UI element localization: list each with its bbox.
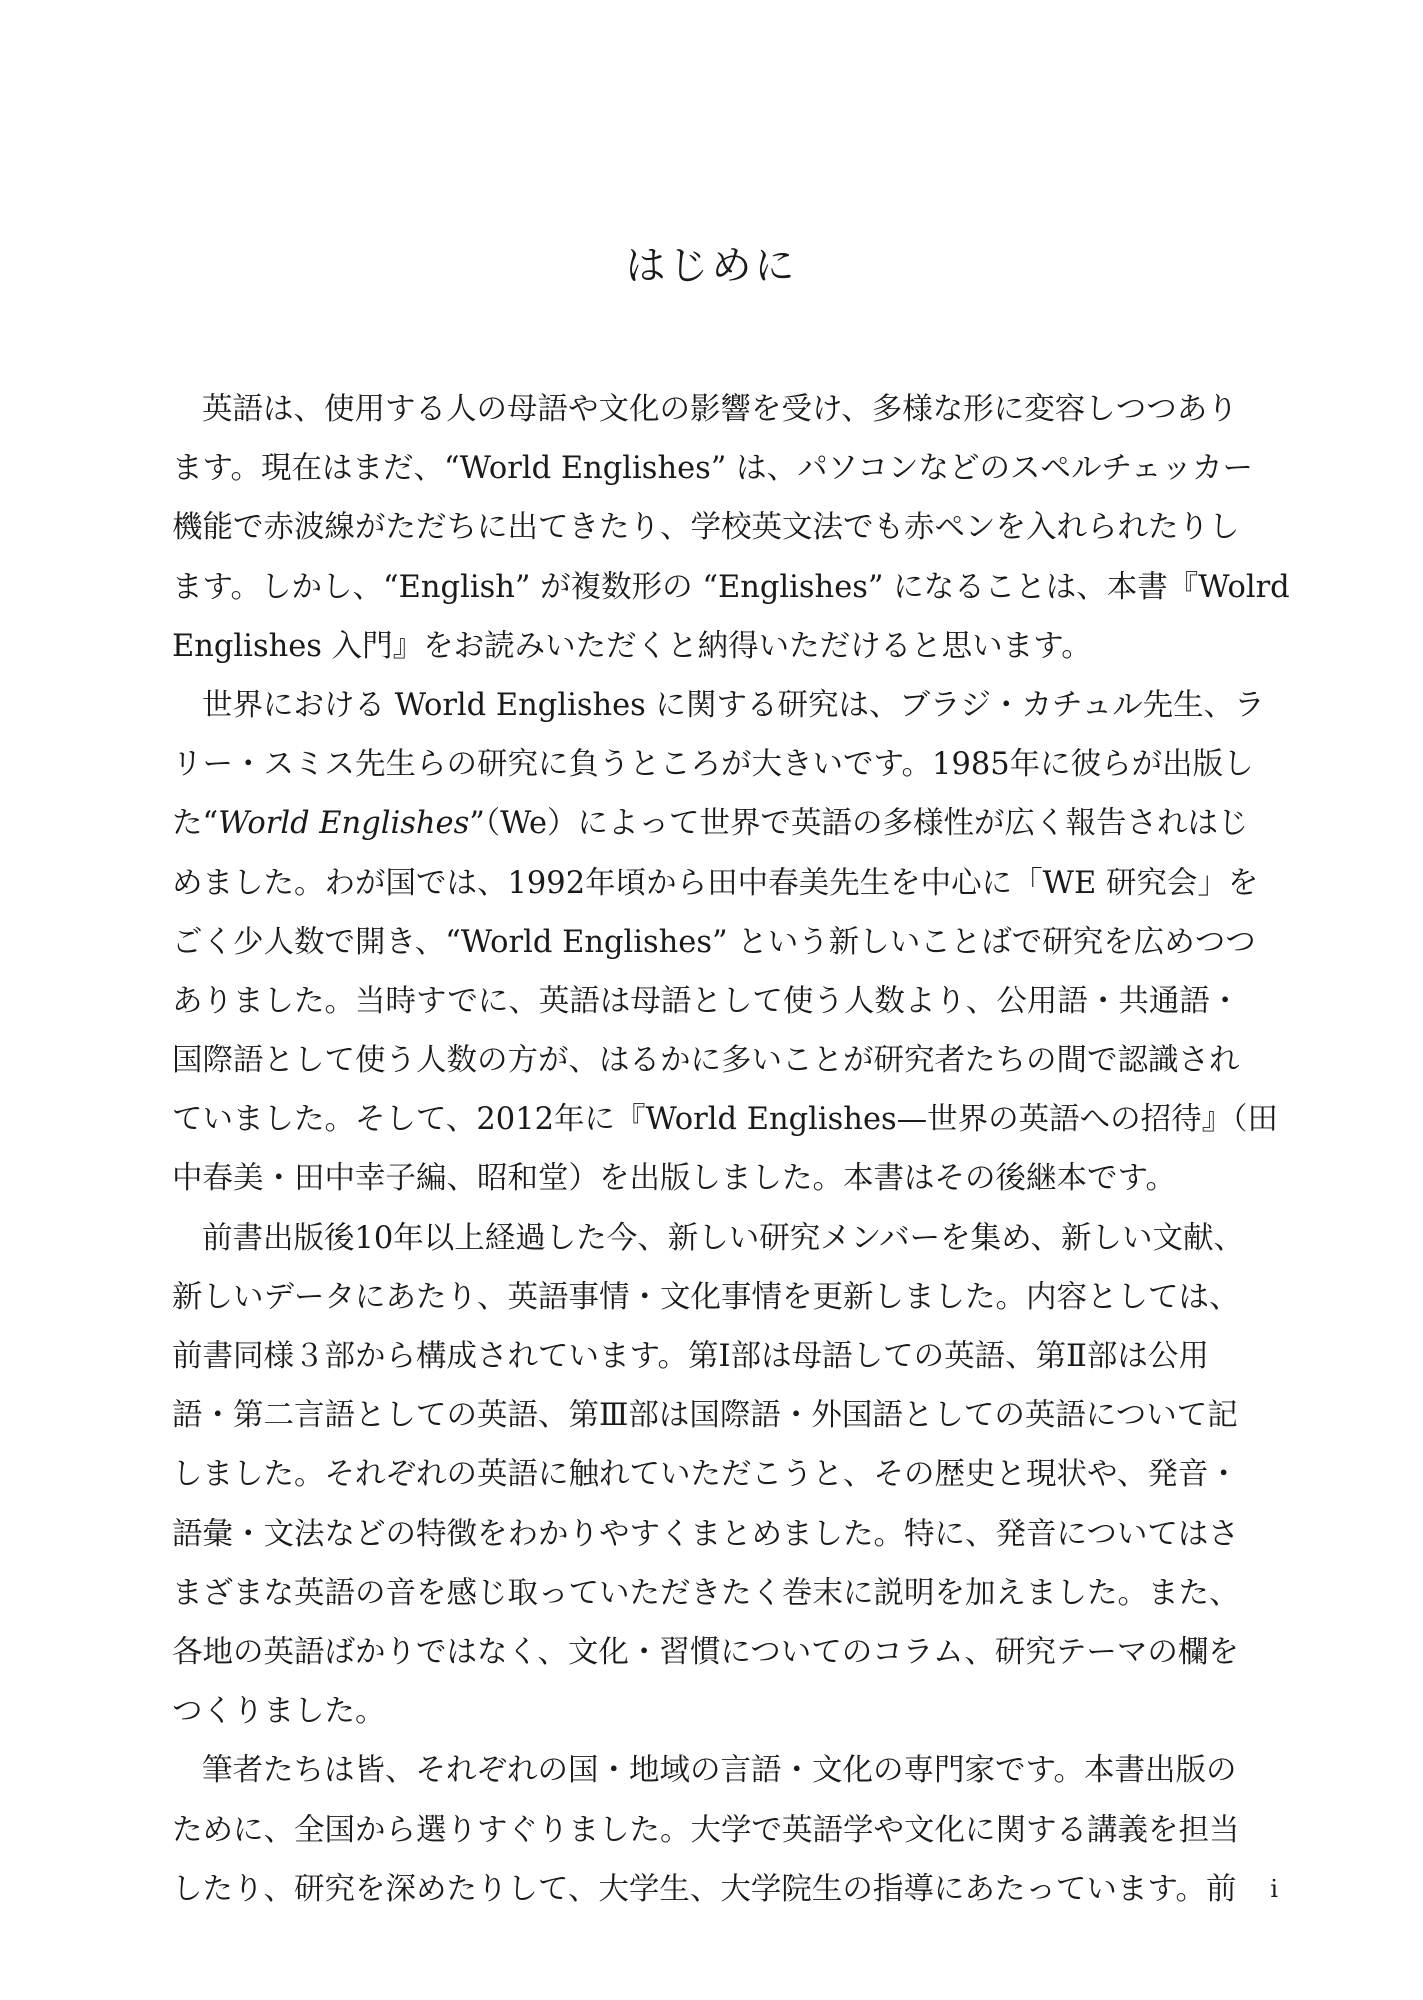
paragraph-1-line: Englishes 入門』をお読みいただくと納得いただけると思います。 [172,628,1092,664]
paragraph-2-line: 世界における World Englishes に関する研究は、ブラジ・カチュル先生、ラ [202,687,1265,723]
paragraph-4-line: ために、全国から選りすぐりました。大学で英語学や文化に関する講義を担当 [172,1812,1240,1848]
paragraph-1-line: 機能で赤波線がただちに出てきたり、学校英文法でも赤ペンを入れられたりし [172,510,1240,546]
italic-book-title: World Englishes [218,806,470,842]
paragraph-3-line: つくりました。 [172,1694,386,1730]
paragraph-2-line-with-italic-title [172,794,1272,853]
paragraph-1-line: ます。しかし、“English” が複数形の “Englishes” になることは、本書『Wolrd [172,569,1290,605]
paragraph-2-line: 中春美・田中幸子編、昭和堂）を出版しました。本書はその後継本です。 [172,1161,1177,1197]
paragraph-2-line: ありました。当時すでに、英語は母語として使う人数より、公用語・共通語・ [172,983,1241,1019]
paragraph-3-line: 語彙・文法などの特徴をわかりやすくまとめました。特に、発音についてはさ [172,1516,1239,1552]
paragraph-3-line: 各地の英語ばかりではなく、文化・習慣についてのコラム、研究テーマの欄を [172,1634,1239,1670]
paragraph-3-line: しました。それぞれの英語に触れていただこうと、その歴史と現状や、発音・ [172,1457,1239,1493]
paragraph-3-line: 語・第二言語としての英語、第Ⅲ部は国際語・外国語としての英語について記 [172,1398,1238,1434]
paragraph-3-line: 新しいデータにあたり、英語事情・文化事情を更新しました。内容としては、 [172,1279,1240,1315]
paragraph-3-line: まざまな英語の音を感じ取っていただきたく巻末に説明を加えました。また、 [172,1575,1240,1611]
paragraph-2-line: リー・スミス先生らの研究に負うところが大きいです。1985年に彼らが出版し [172,747,1254,783]
page-number: i [1270,1875,1278,1903]
line-text-pre: た“ [172,806,219,842]
paragraph-4-line: 筆者たちは皆、それぞれの国・地域の言語・文化の専門家です。本書出版の [202,1753,1237,1789]
page-title: はじめに [625,243,798,289]
body-text [172,380,1290,1919]
paragraph-3-line: 前書出版後10年以上経過した今、新しい研究メンバーを集め、新しい文献、 [202,1220,1244,1256]
paragraph-2-line: 国際語として使う人数の方が、はるかに多いことが研究者たちの間で認識され [172,1043,1240,1079]
paragraph-1-line: ます。現在はまだ、“World Englishes” は、パソコンなどのスペルチェッカー [172,451,1254,487]
paragraph-4-line: したり、研究を深めたりして、大学生、大学院生の指導にあたっています。前 [172,1871,1237,1907]
paragraph-3-line: 前書同様３部から構成されています。第Ⅰ部は母語しての英語、第Ⅱ部は公用 [172,1339,1209,1374]
paragraph-1-line: 英語は、使用する人の母語や文化の影響を受け、多様な形に変容しつつあり [202,392,1238,427]
line-text-post: ”（We）によって世界で英語の多様性が広く報告されはじ [469,806,1249,842]
paragraph-2-line: ていました。そして、2012年に『World Englishes—世界の英語への招待』（田 [172,1102,1278,1138]
paragraph-2-line: ごく少人数で開き、“World Englishes” という新しいことばで研究を広めつつ [172,924,1256,960]
paragraph-2-line: めました。わが国では、1992年頃から田中春美先生を中心に「WE 研究会」を [172,865,1259,901]
